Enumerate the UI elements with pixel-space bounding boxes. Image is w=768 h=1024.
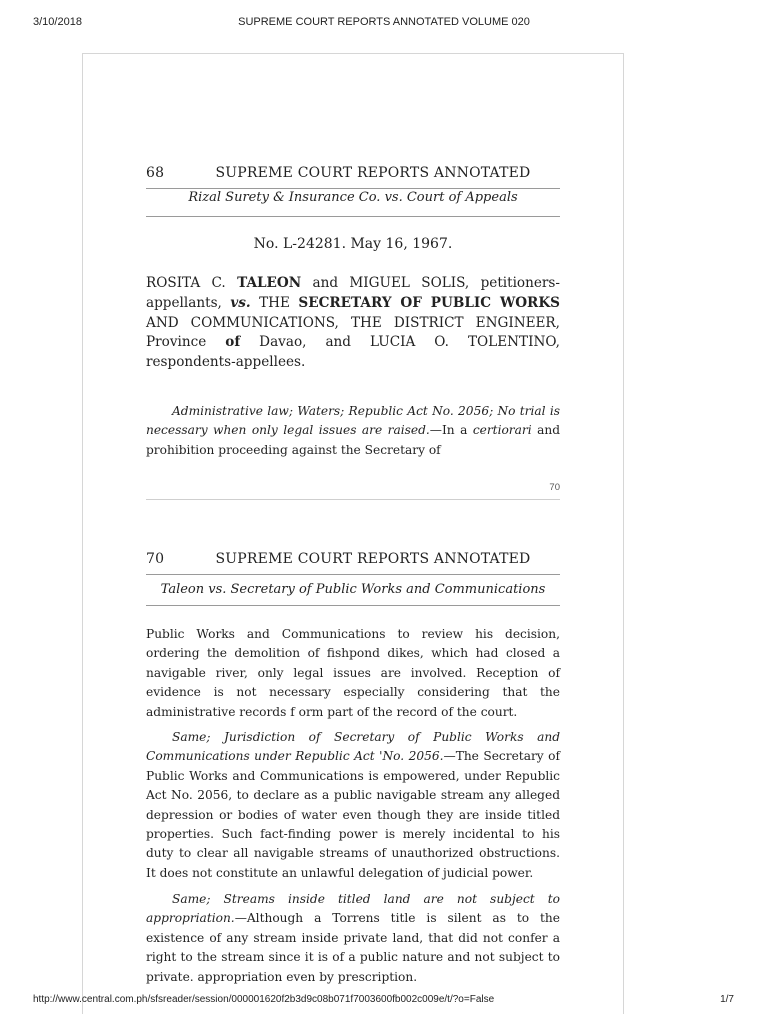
running-title: SUPREME COURT REPORTS ANNOTATED (215, 551, 531, 567)
parties-text: ROSITA C. (146, 275, 238, 291)
footer-page-count: 1/7 (720, 994, 734, 1005)
page-marker: 70 (549, 482, 560, 493)
case-parties (146, 274, 560, 373)
case-subtitle: Rizal Surety & Insurance Co. vs. Court of Appeals (188, 190, 518, 205)
parties-text: and MIGUEL SOLIS, petitioners-appellants, (146, 275, 560, 311)
subtitle-rule (146, 216, 560, 217)
parties-text: Davao, and LUCIA O. TOLENTINO, respondents-appellees. (146, 334, 561, 371)
print-footer (0, 990, 768, 1024)
page-break-rule (146, 499, 560, 500)
syllabus-paragraph (146, 728, 560, 883)
page-number: 70 (146, 551, 165, 567)
footer-url: http://www.central.com.ph/sfsreader/session/000001620f2b3d9c08b071f7003600fb002c009e/t/?o=False (33, 994, 495, 1005)
syllabus-heading: Administrative law; Waters; Republic Act No. 2056; No trial is necessary when only legal issues are raised. (146, 404, 560, 438)
header-rule (146, 574, 560, 575)
syllabus-text: —Although a Torrens title is silent as to the existence of any stream inside private land, that did not confer a right to the stream since it is of a public nature and not subject to private. appropriation even by prescription. (146, 911, 560, 984)
parties-bold: of (225, 334, 241, 351)
page-number: 68 (146, 165, 165, 181)
parties-bold: TALEON (237, 275, 302, 291)
syllabus-heading: Same; Jurisdiction of Secretary of Public Works and Communications under Republic Act 'No. 2056. (146, 730, 560, 764)
running-head-70 (146, 551, 560, 567)
case-number: No. L-24281. May 16, 1967. (253, 236, 453, 252)
syllabus-text: —The Secretary of Public Works and Communications is empowered, under Republic Act No. 2056, to declare as a public navigable stream any alleged depression or bodies of water even though they are inside titled properties. Such fact-finding power is merely incidental to his duty to clear all navigable streams of unauthorized obstructions. It does not constitute an unlawful delegation of judicial power. (146, 749, 560, 880)
syllabus-text: and prohibition proceeding against the Secretary of (146, 423, 560, 457)
running-head-68 (146, 165, 560, 181)
syllabus-text: —In a (429, 423, 473, 438)
parties-bold: SECRETARY OF PUBLIC WORKS (298, 294, 560, 311)
versus-mark: vs. (230, 294, 251, 311)
print-date: 3/10/2018 (33, 16, 82, 28)
print-header (0, 0, 768, 40)
running-title: SUPREME COURT REPORTS ANNOTATED (215, 165, 531, 181)
body-paragraph: Public Works and Communications to review his decision, ordering the demolition of fishpond dikes, which had closed a navigable river, only legal issues are involved. Reception of evidence is not necessary especially considering that the administrative records f orm part of the record of the court. (146, 627, 560, 719)
print-title: SUPREME COURT REPORTS ANNOTATED VOLUME 020 (238, 16, 530, 28)
syllabus-heading: Same; Streams inside titled land are not subject to appropriation. (146, 892, 560, 926)
case-subtitle: Taleon vs. Secretary of Public Works and Communications (160, 582, 546, 597)
header-rule (146, 188, 560, 189)
syllabus-paragraph (146, 402, 560, 460)
parties-text: AND COMMUNICATIONS, THE DISTRICT ENGINEER, Province (146, 314, 560, 351)
syllabus-term: certiorari (472, 423, 532, 438)
syllabus-paragraph (146, 890, 560, 987)
subtitle-rule (146, 605, 560, 606)
parties-text: THE (250, 294, 299, 311)
